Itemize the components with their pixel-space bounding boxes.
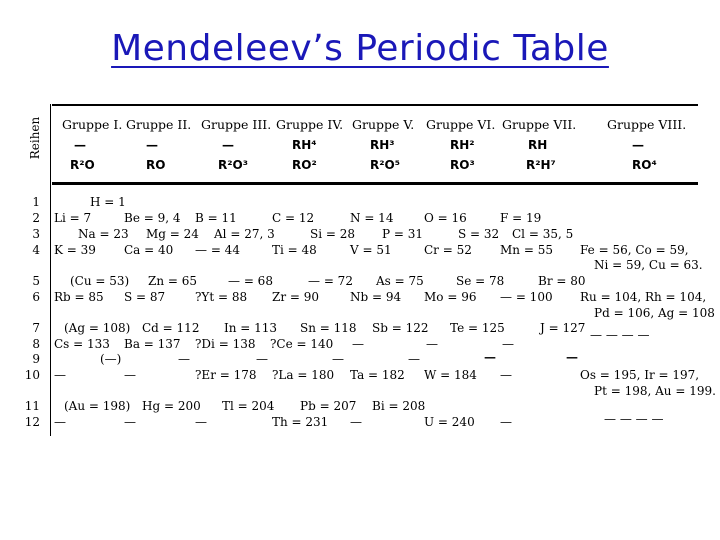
row-number: 3 (32, 227, 40, 241)
element-cell: — (500, 368, 512, 382)
group-header: Gruppe I. (62, 117, 123, 132)
top-rule (52, 104, 698, 106)
element-cell: — (256, 352, 268, 366)
row-number: 5 (32, 274, 40, 288)
element-cell: Pt = 198, Au = 199. (594, 384, 716, 398)
group-header: Gruppe VII. (502, 117, 577, 132)
element-cell: — (54, 415, 66, 429)
element-cell: Be = 9, 4 (124, 211, 181, 225)
element-cell: — — — — (590, 328, 650, 342)
element-cell: ?Er = 178 (195, 368, 257, 382)
element-cell: — (408, 352, 420, 366)
element-cell: Li = 7 (54, 211, 92, 225)
element-cell: Bi = 208 (372, 399, 426, 413)
element-cell: ?La = 180 (272, 368, 335, 382)
element-cell: — = 72 (308, 274, 353, 288)
element-cell: F = 19 (500, 211, 542, 225)
hydride-formula: RH³ (370, 138, 395, 152)
row-number: 6 (32, 290, 40, 304)
row-number: 12 (24, 415, 40, 429)
header-rule (52, 182, 698, 185)
hydride-formula: — (146, 138, 158, 152)
element-cell: Nb = 94 (350, 290, 402, 304)
group-header: Gruppe V. (352, 117, 415, 132)
element-cell: As = 75 (376, 274, 424, 288)
element-cell: Al = 27, 3 (214, 227, 275, 241)
element-cell: — = 68 (228, 274, 273, 288)
hydride-formula: RH⁴ (292, 138, 317, 152)
element-cell: — (332, 352, 344, 366)
group-header: Gruppe VIII. (607, 117, 687, 132)
element-cell: Os = 195, Ir = 197, (580, 368, 700, 382)
row-number: 7 (32, 321, 40, 335)
group-header: Gruppe III. (201, 117, 272, 132)
element-cell: — (500, 415, 512, 429)
group-header: Gruppe II. (126, 117, 192, 132)
row-number: 1 (32, 195, 40, 209)
hydride-formula: — (222, 138, 234, 152)
hydride-formula: RH² (450, 138, 475, 152)
element-cell: Mo = 96 (424, 290, 477, 304)
oxide-formula: RO³ (450, 158, 475, 172)
element-cell: Na = 23 (78, 227, 129, 241)
element-cell: — (352, 337, 364, 351)
element-cell: Ba = 137 (124, 337, 181, 351)
element-cell: — — — — (604, 412, 664, 426)
element-cell: ?Ce = 140 (270, 337, 334, 351)
element-cell: Ca = 40 (124, 243, 174, 257)
element-cell: Mg = 24 (146, 227, 199, 241)
element-cell: Se = 78 (456, 274, 505, 288)
element-cell: Ru = 104, Rh = 104, (580, 290, 707, 304)
element-cell: P = 31 (382, 227, 424, 241)
element-cell: Br = 80 (538, 274, 586, 288)
element-cell: N = 14 (350, 211, 394, 225)
element-cell: V = 51 (350, 243, 392, 257)
rows-label: Reihen (28, 116, 42, 160)
element-cell: (Cu = 53) (70, 274, 130, 288)
element-cell: Ta = 182 (350, 368, 405, 382)
element-cell: Fe = 56, Co = 59, (580, 243, 689, 257)
oxide-formula: RO⁴ (632, 158, 657, 172)
oxide-formula: R²O (70, 158, 95, 172)
row-number: 10 (24, 368, 40, 382)
oxide-formula: RO (146, 158, 166, 172)
element-cell: (—) (100, 352, 122, 366)
element-cell: B = 11 (195, 211, 237, 225)
element-cell: Pd = 106, Ag = 108 (594, 306, 715, 320)
hydride-formula: — (632, 138, 644, 152)
element-cell: Zr = 90 (272, 290, 320, 304)
element-cell: (Ag = 108) (64, 321, 131, 335)
element-cell: — = 100 (500, 290, 553, 304)
element-cell: Rb = 85 (54, 290, 104, 304)
element-cell: In = 113 (224, 321, 278, 335)
element-cell: Te = 125 (450, 321, 505, 335)
element-cell: K = 39 (54, 243, 96, 257)
element-cell: Sb = 122 (372, 321, 429, 335)
element-cell: ?Yt = 88 (195, 290, 248, 304)
element-cell: Cr = 52 (424, 243, 472, 257)
element-cell: — (124, 368, 136, 382)
element-cell: J = 127 (540, 321, 586, 335)
element-cell: — (195, 415, 207, 429)
page-title: Mendeleev’s Periodic Table (111, 28, 609, 69)
oxide-formula: R²H⁷ (526, 158, 556, 172)
element-cell: Cl = 35, 5 (512, 227, 574, 241)
oxide-formula: R²O³ (218, 158, 248, 172)
row-number: 8 (32, 337, 40, 351)
element-cell: W = 184 (424, 368, 477, 382)
element-cell: Mn = 55 (500, 243, 553, 257)
element-cell: S = 87 (124, 290, 166, 304)
element-cell: Cs = 133 (54, 337, 110, 351)
element-cell: O = 16 (424, 211, 467, 225)
row-label-divider (50, 104, 51, 436)
element-cell: ?Di = 138 (195, 337, 256, 351)
element-cell: — (502, 337, 514, 351)
element-cell: (Au = 198) (64, 399, 131, 413)
element-cell: Si = 28 (310, 227, 356, 241)
element-cell: — (426, 337, 438, 351)
oxide-formula: RO² (292, 158, 317, 172)
row-number: 4 (32, 243, 40, 257)
element-cell: — (350, 415, 362, 429)
group-header: Gruppe IV. (276, 117, 344, 132)
element-cell: — (178, 352, 190, 366)
group-header: Gruppe VI. (426, 117, 496, 132)
element-cell: S = 32 (458, 227, 500, 241)
element-cell: Hg = 200 (142, 399, 201, 413)
element-cell: C = 12 (272, 211, 315, 225)
element-cell: U = 240 (424, 415, 475, 429)
element-cell: H = 1 (90, 195, 126, 209)
element-cell: — (484, 350, 496, 364)
element-cell: Cd = 112 (142, 321, 200, 335)
element-cell: — (124, 415, 136, 429)
row-number: 11 (24, 399, 40, 413)
element-cell: Th = 231 (272, 415, 329, 429)
row-number: 2 (32, 211, 40, 225)
hydride-formula: RH (528, 138, 548, 152)
oxide-formula: R²O⁵ (370, 158, 400, 172)
element-cell: — = 44 (195, 243, 240, 257)
element-cell: — (54, 368, 66, 382)
hydride-formula: — (74, 138, 86, 152)
element-cell: Sn = 118 (300, 321, 357, 335)
element-cell: Ni = 59, Cu = 63. (594, 258, 703, 272)
row-number: 9 (32, 352, 40, 366)
element-cell: Ti = 48 (272, 243, 317, 257)
element-cell: Zn = 65 (148, 274, 198, 288)
element-cell: — (566, 350, 578, 364)
element-cell: Tl = 204 (222, 399, 275, 413)
element-cell: Pb = 207 (300, 399, 357, 413)
